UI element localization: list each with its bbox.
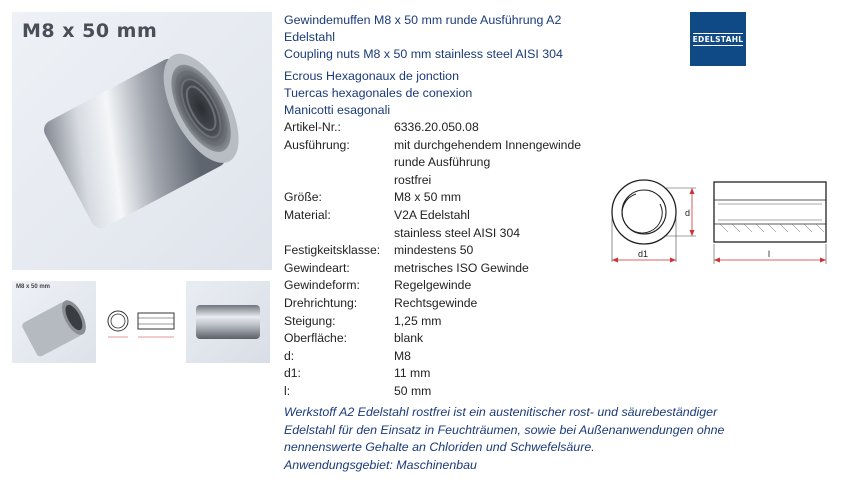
thumbnail-side-photo[interactable] xyxy=(186,281,270,363)
spec-row-thread-form xyxy=(284,277,724,295)
thumbnail-side-icon xyxy=(186,281,270,363)
spec-value: 50 mm xyxy=(394,383,432,398)
spec-row-rotation xyxy=(284,295,724,313)
edelstahl-logo xyxy=(690,12,746,66)
description-line: Edelstahl für den Einsatz in Feuchträumen, sowie bei Außenanwendungen ohne xyxy=(284,422,725,437)
main-image-caption: M8 x 50 mm xyxy=(22,20,158,42)
spec-key: Material: xyxy=(284,207,331,222)
description-line: Werkstoff A2 Edelstahl rostfrei ist ein austenitischer rost- und säurebeständiger xyxy=(284,405,718,419)
title-french: Ecrous Hexagonaux de jonction xyxy=(284,69,459,83)
spec-row-d1 xyxy=(284,365,724,383)
spec-key: l: xyxy=(284,383,291,398)
spec-value xyxy=(394,137,581,190)
title-spanish: Tuercas hexagonales de conexion xyxy=(284,86,473,100)
spec-value: metrisches ISO Gewinde xyxy=(394,260,529,275)
main-product-image xyxy=(12,12,272,270)
spec-value: Regelgewinde xyxy=(394,278,472,293)
spec-value: Rechtsgewinde xyxy=(394,295,478,310)
title-italian: Manicotti esagonali xyxy=(284,103,391,117)
material-description xyxy=(284,404,844,474)
spec-value-line: runde Ausführung xyxy=(394,155,491,170)
spec-value-line: mit durchgehendem Innengewinde xyxy=(394,137,582,152)
spec-key: Gewindeform: xyxy=(284,278,360,293)
spec-value: blank xyxy=(394,331,424,346)
coupling-nut-photo xyxy=(12,12,272,270)
thumbnail-photo[interactable] xyxy=(12,281,96,363)
spec-value: 1,25 mm xyxy=(394,313,442,328)
description-line: nennenswerte Gehalte an Chloriden und Schwefelsäure. xyxy=(284,440,595,454)
spec-value: M8 x 50 mm xyxy=(394,190,462,205)
spec-value: M8 xyxy=(394,348,411,363)
material-name: V2A Edelstahl xyxy=(394,207,470,222)
title-german: Gewindemuffen M8 x 50 mm runde Ausführung A2 xyxy=(284,13,562,27)
spec-row-d xyxy=(284,348,724,366)
side-view-body xyxy=(714,182,826,242)
label-d1: d1 xyxy=(638,249,649,259)
thumbnail-drawing-icon xyxy=(100,281,182,363)
spec-key: Gewindeart: xyxy=(284,260,350,275)
spec-key: Festigkeitsklasse: xyxy=(284,243,381,258)
spec-value: 11 mm xyxy=(394,366,431,381)
spec-key: Steigung: xyxy=(284,313,336,328)
spec-key: Ausführung: xyxy=(284,137,350,152)
title-english: Coupling nuts M8 x 50 mm stainless steel AISI 304 xyxy=(284,47,563,61)
technical-drawing xyxy=(600,170,840,270)
label-d: d xyxy=(685,208,691,218)
title-german-cont: Edelstahl xyxy=(284,30,335,44)
spec-value: 6336.20.050.08 xyxy=(394,120,479,134)
spec-key: Artikel-Nr.: xyxy=(284,120,341,134)
spec-value xyxy=(394,207,520,242)
spec-row-pitch xyxy=(284,313,724,331)
thumbnail-drawing[interactable] xyxy=(100,281,182,363)
label-l: l xyxy=(768,249,770,259)
dimension-drawing xyxy=(600,170,840,270)
spec-key: d: xyxy=(284,348,295,363)
logo-text: EDELSTAHL xyxy=(692,34,744,44)
spec-key: Größe: xyxy=(284,190,322,205)
spec-key: Oberfläche: xyxy=(284,331,348,346)
spec-row-l xyxy=(284,383,724,401)
material-name-english: stainless steel AISI 304 xyxy=(394,225,521,240)
spec-row-surface xyxy=(284,330,724,348)
spec-key: d1: xyxy=(284,366,301,381)
spec-key: Drehrichtung: xyxy=(284,295,358,310)
spec-value: mindestens 50 xyxy=(394,243,474,258)
thumbnail-caption: M8 x 50 mm xyxy=(16,284,51,290)
spec-row-article xyxy=(284,119,724,137)
thumbnail-nut-icon xyxy=(12,281,96,363)
spec-value-line: rostfrei xyxy=(394,172,432,187)
application-line: Anwendungsgebiet: Maschinenbau xyxy=(284,457,477,472)
